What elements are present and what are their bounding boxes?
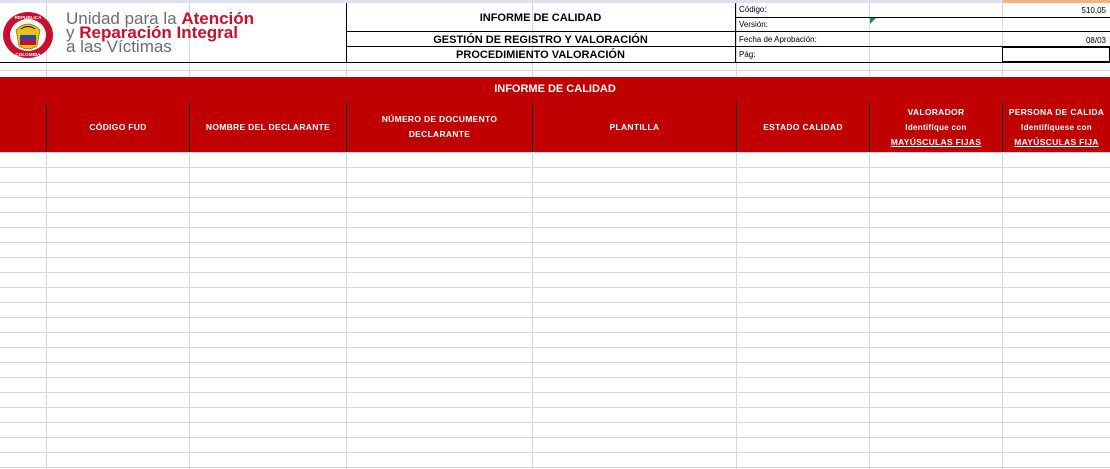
column-header-text: DECLARANTE — [408, 129, 471, 139]
report-title: INFORME DE CALIDAD — [0, 77, 1110, 102]
column-header-estado[interactable] — [736, 102, 869, 152]
header-divider — [346, 31, 735, 32]
column-header-text: NOMBRE DEL DECLARANTE — [205, 121, 331, 132]
column-header-codigo-fud[interactable] — [46, 102, 189, 152]
grid-row-line — [0, 182, 1110, 183]
svg-text:REPUBLICA: REPUBLICA — [14, 15, 42, 20]
header-process: GESTIÓN DE REGISTRO Y VALORACIÓN — [433, 34, 648, 46]
grid-row-line — [0, 467, 1110, 468]
grid-column-line — [869, 0, 870, 469]
svg-text:COLOMBIA: COLOMBIA — [15, 52, 41, 57]
column-header-text: PLANTILLA — [609, 121, 660, 132]
grid-row-line — [0, 347, 1110, 348]
grid-row-line — [0, 422, 1110, 423]
grid-row-line — [0, 437, 1110, 438]
column-header-persona-calidad[interactable] — [1002, 102, 1110, 152]
column-header-text: PERSONA DE CALIDA — [1008, 106, 1105, 117]
column-header-blank[interactable] — [0, 102, 46, 152]
column-header-text: Identifíquese con — [1021, 122, 1092, 132]
header-divider — [735, 31, 1110, 32]
cell-comment-indicator — [870, 18, 876, 24]
column-header-nombre[interactable] — [189, 102, 346, 152]
column-header-strip — [0, 0, 1110, 3]
grid-row-line — [0, 227, 1110, 228]
grid-column-line — [346, 0, 347, 469]
grid-row-line — [0, 317, 1110, 318]
logo-line — [66, 37, 254, 56]
grid-row-line — [0, 362, 1110, 363]
pag-value-cell[interactable] — [1002, 47, 1110, 62]
selected-column-indicator — [1002, 0, 1110, 3]
column-headers — [0, 102, 1110, 152]
codigo-value[interactable]: 510,05 — [1081, 6, 1106, 15]
header-divider — [735, 17, 1110, 18]
column-header-documento[interactable] — [346, 102, 532, 152]
header-procedure: PROCEDIMIENTO VALORACIÓN — [456, 49, 625, 61]
grid-row-line — [0, 242, 1110, 243]
logo-segment: y — [66, 23, 80, 42]
grid-row-line — [0, 272, 1110, 273]
grid-row-line — [0, 392, 1110, 393]
fecha-value[interactable]: 08/03 — [1085, 36, 1106, 45]
colombia-seal-icon — [1, 10, 55, 60]
column-header-text: ESTADO CALIDAD — [763, 121, 843, 132]
logo-segment: a las Víctimas — [66, 37, 172, 56]
grid-row-line — [0, 197, 1110, 198]
pag-label: Pág: — [739, 50, 756, 59]
fecha-label: Fecha de Aprobación: — [739, 35, 817, 44]
organization-logo — [66, 9, 255, 56]
column-header-text: CÓDIGO FUD — [89, 121, 147, 132]
grid-row-line — [0, 257, 1110, 258]
column-header-text: MAYÚSCULAS FIJAS — [890, 136, 982, 147]
grid-column-line — [189, 0, 190, 469]
column-header-valorador[interactable] — [869, 102, 1002, 152]
column-header-text: MAYÚSCULAS FIJA — [1014, 136, 1099, 147]
logo-segment: Unidad para la — [66, 9, 182, 28]
codigo-label: Código: — [739, 5, 767, 14]
grid-column-line — [46, 0, 47, 469]
column-header-plantilla[interactable] — [532, 102, 736, 152]
logo-segment: Reparación Integral — [79, 23, 238, 42]
grid-row-line — [0, 452, 1110, 453]
column-header-text: Identifíque con — [905, 122, 967, 132]
logo-segment: Atención — [181, 9, 255, 28]
grid-row-line — [0, 332, 1110, 333]
grid-row-line — [0, 377, 1110, 378]
grid-column-line — [1002, 0, 1003, 469]
column-header-text: NÚMERO DE DOCUMENTO — [381, 114, 498, 124]
header-title: INFORME DE CALIDAD — [479, 12, 602, 24]
grid-column-line — [532, 0, 533, 469]
header-divider — [735, 3, 736, 63]
grid-row-line — [0, 152, 1110, 153]
grid-row-line — [0, 70, 1110, 71]
grid-column-line — [736, 0, 737, 469]
version-label: Versión: — [739, 20, 768, 29]
grid-row-line — [0, 407, 1110, 408]
grid-row-line — [0, 212, 1110, 213]
grid-row-line — [0, 167, 1110, 168]
header-bottom-border — [0, 62, 1110, 63]
column-header-text: VALORADOR — [907, 106, 965, 117]
grid-row-line — [0, 302, 1110, 303]
grid-row-line — [0, 287, 1110, 288]
